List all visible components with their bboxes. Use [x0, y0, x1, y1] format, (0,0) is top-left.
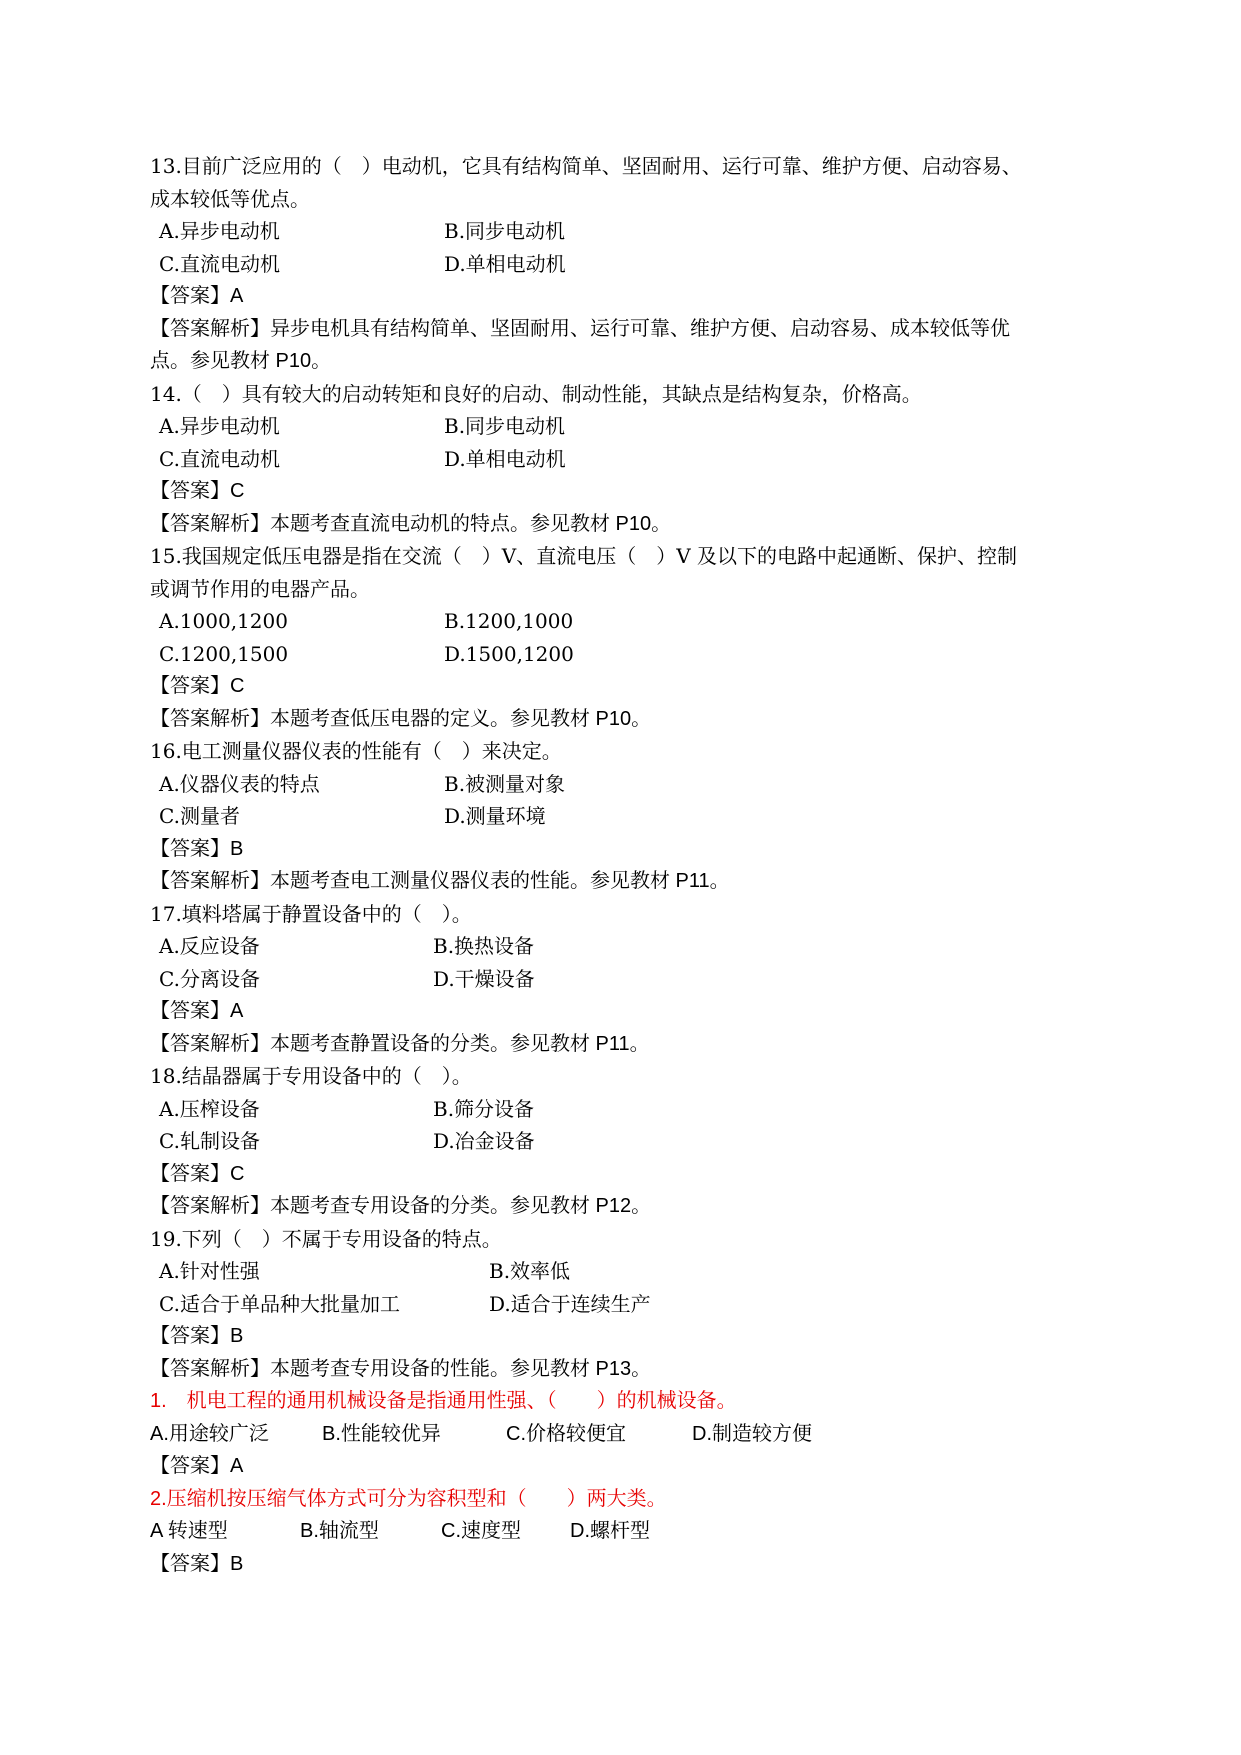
answer: 【答案】C: [150, 480, 245, 502]
option-row: [150, 215, 1130, 248]
option-row: [150, 800, 1130, 833]
question-19: [150, 1223, 1130, 1386]
answer: 【答案】B: [150, 1552, 244, 1575]
option-a: A.异步电动机: [159, 414, 280, 438]
option-c: C.测量者: [159, 804, 240, 828]
option-b: B.轴流型: [300, 1520, 379, 1542]
answer: 【答案】B: [150, 1325, 244, 1347]
answer-analysis: 【答案解析】异步电机具有结构简单、坚固耐用、运行可靠、维护方便、启动容易、成本较低等优: [150, 317, 1010, 340]
question-17: [150, 898, 1130, 1061]
option-a: A.1000,1200: [159, 609, 288, 633]
answer-analysis: 【答案解析】本题考查静置设备的分类。参见教材 P11。: [150, 1032, 650, 1055]
answer: 【答案】C: [150, 1162, 245, 1185]
option-a: A.反应设备: [159, 934, 260, 958]
question-stem: 19.下列（ ）不属于专用设备的特点。: [150, 1226, 502, 1251]
option-d: D.冶金设备: [433, 1129, 535, 1153]
option-b: B.同步电动机: [444, 219, 566, 243]
extra-question-2: [150, 1483, 1130, 1581]
option-row: [150, 443, 1130, 476]
option-c: C.轧制设备: [159, 1129, 260, 1153]
answer: 【答案】B: [150, 837, 244, 860]
option-b: B.被测量对象: [444, 771, 566, 796]
option-a: A.针对性强: [159, 1259, 260, 1283]
answer-analysis: 【答案解析】本题考查低压电器的定义。参见教材 P10。: [150, 707, 652, 730]
question-stem: 16.电工测量仪器仪表的性能有（ ）来决定。: [150, 739, 562, 763]
option-c: C.分离设备: [159, 966, 260, 991]
answer-analysis: 【答案解析】本题考查专用设备的分类。参见教材 P12。: [150, 1195, 652, 1217]
option-row: [150, 1093, 1130, 1126]
option-a: A 转速型: [150, 1520, 228, 1542]
option-row: [150, 1288, 1130, 1321]
question-stem: 17.填料塔属于静置设备中的（ ）。: [150, 901, 472, 926]
option-row: [150, 930, 1130, 963]
question-stem: 1. 机电工程的通用机械设备是指通用性强、（ ）的机械设备。: [150, 1390, 737, 1412]
answer-analysis: 【答案解析】本题考查专用设备的性能。参见教材 P13。: [150, 1357, 652, 1380]
option-d: D.制造较方便: [692, 1422, 812, 1445]
option-row: [150, 1255, 1130, 1288]
option-a: A.异步电动机: [159, 219, 280, 243]
option-d: D.螺杆型: [570, 1520, 650, 1542]
question-18: [150, 1060, 1130, 1223]
question-14: [150, 378, 1130, 541]
option-a: A.压榨设备: [159, 1096, 260, 1121]
option-a: A.仪器仪表的特点: [159, 771, 320, 796]
answer: 【答案】A: [150, 1000, 244, 1022]
answer: 【答案】A: [150, 285, 244, 307]
option-c: C.直流电动机: [159, 251, 280, 276]
answer: 【答案】C: [150, 675, 245, 697]
option-b: B.性能较优异: [322, 1422, 441, 1445]
option-row: [150, 248, 1130, 281]
option-b: B.筛分设备: [433, 1096, 535, 1121]
option-b: B.同步电动机: [444, 414, 566, 438]
extra-question-1: [150, 1385, 1130, 1483]
answer-analysis: 【答案解析】本题考查电工测量仪器仪表的性能。参见教材 P11。: [150, 870, 730, 892]
option-b: B.换热设备: [433, 934, 535, 958]
document-page: [150, 150, 1130, 1580]
question-stem: 成本较低等优点。: [150, 186, 310, 211]
option-a: A.用途较广泛: [150, 1422, 269, 1445]
question-stem: 13.目前广泛应用的（ ）电动机，它具有结构简单、坚固耐用、运行可靠、维护方便、启动容易、: [150, 154, 1022, 178]
option-d: D.1500,1200: [444, 641, 574, 666]
option-row: [150, 638, 1130, 671]
answer-analysis: 【答案解析】本题考查直流电动机的特点。参见教材 P10。: [150, 512, 672, 535]
question-15: [150, 540, 1130, 735]
question-13: [150, 150, 1130, 378]
answer-analysis: 点。参见教材 P10。: [150, 350, 332, 372]
question-stem: 18.结晶器属于专用设备中的（ ）。: [150, 1064, 472, 1088]
answer: 【答案】A: [150, 1455, 244, 1477]
question-stem: 2.压缩机按压缩气体方式可分为容积型和（ ）两大类。: [150, 1487, 667, 1510]
option-d: D.测量环境: [444, 804, 546, 828]
option-c: C.直流电动机: [159, 446, 280, 471]
question-stem: 14.（ ）具有较大的启动转矩和良好的启动、制动性能，其缺点是结构复杂，价格高。: [150, 381, 922, 406]
option-c: C.1200,1500: [159, 641, 289, 666]
option-c: C.适合于单品种大批量加工: [159, 1291, 400, 1316]
question-stem: 或调节作用的电器产品。: [150, 576, 370, 601]
option-c: C.速度型: [441, 1520, 521, 1542]
option-row: [150, 768, 1130, 801]
option-b: B.1200,1000: [444, 609, 574, 633]
option-row: [150, 605, 1130, 638]
option-row: [150, 1515, 1130, 1548]
option-row: [150, 1125, 1130, 1158]
question-stem: 15.我国规定低压电器是指在交流（ ）V、直流电压（ ）V 及以下的电路中起通断、保护、控制: [150, 544, 1018, 568]
option-b: B.效率低: [489, 1259, 571, 1283]
option-d: D.干燥设备: [433, 966, 535, 991]
option-row: [150, 410, 1130, 443]
option-row: [150, 1418, 1130, 1451]
option-row: [150, 963, 1130, 996]
option-c: C.价格较便宜: [506, 1422, 626, 1445]
option-d: D.适合于连续生产: [489, 1291, 651, 1316]
option-d: D.单相电动机: [444, 251, 566, 276]
question-16: [150, 735, 1130, 898]
option-d: D.单相电动机: [444, 446, 566, 471]
